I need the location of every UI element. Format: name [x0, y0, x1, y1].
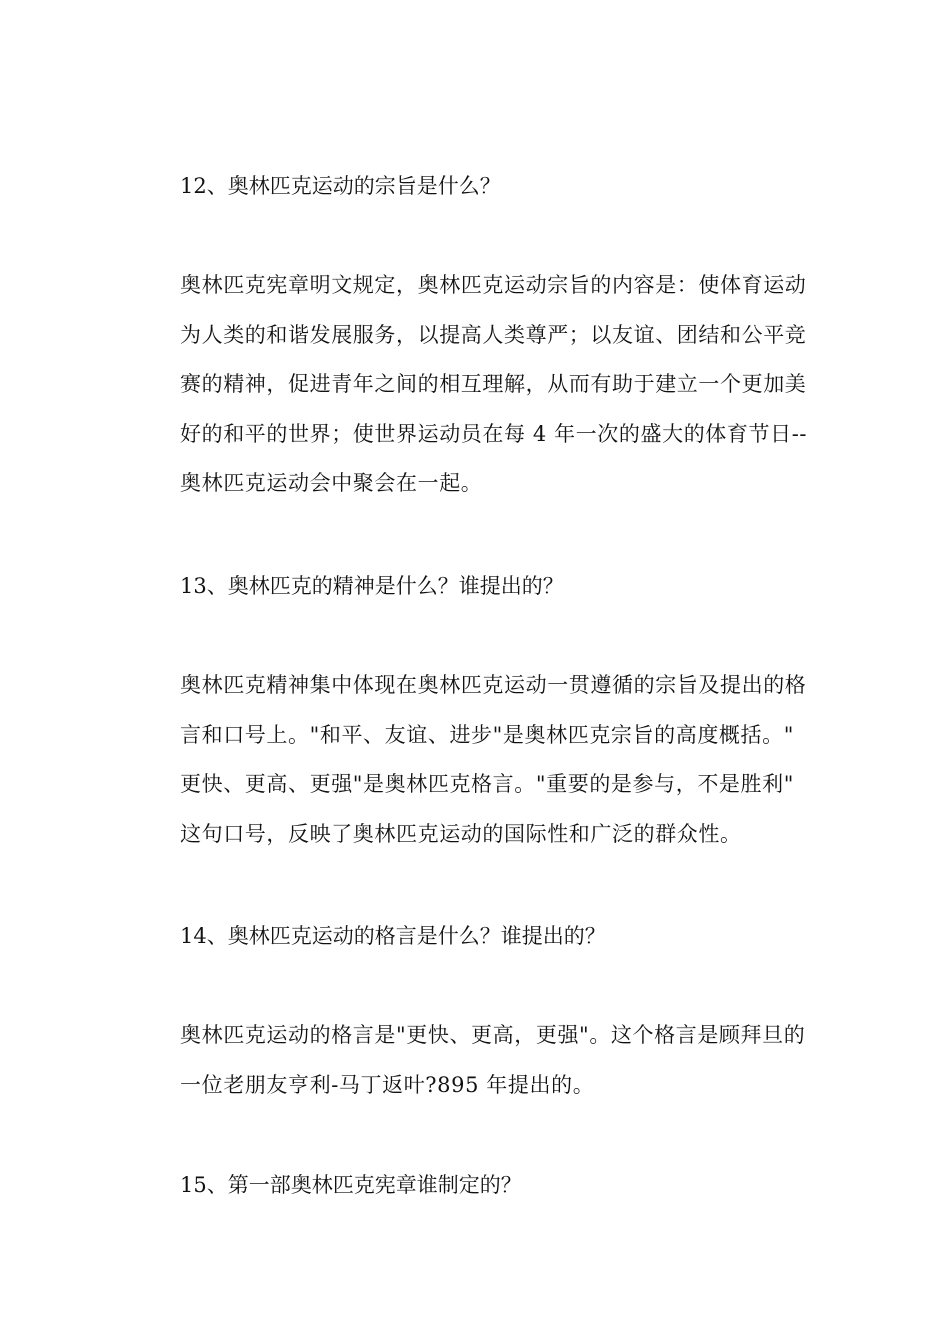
answer-12-line: 赛的精神，促进青年之间的相互理解，从而有助于建立一个更加美 [180, 372, 807, 396]
answer-12-line: 好的和平的世界；使世界运动员在每 4 年一次的盛大的体育节日-- [180, 421, 808, 446]
answer-14-line: 奥林匹克运动的格言是"更快、更高，更强"。这个格言是顾拜旦的 [180, 1023, 806, 1047]
answer-13-line: 言和口号上。"和平、友谊、进步"是奥林匹克宗旨的高度概括。" [180, 722, 794, 747]
question-14-heading: 14、奥林匹克运动的格言是什么？谁提出的？ [180, 924, 606, 948]
answer-13-line: 奥林匹克精神集中体现在奥林匹克运动一贯遵循的宗旨及提出的格 [180, 673, 807, 697]
question-13-heading: 13、奥林匹克的精神是什么？谁提出的？ [180, 574, 564, 598]
answer-12-line: 奥林匹克运动会中聚会在一起。 [180, 471, 483, 495]
question-15-heading: 15、第一部奥林匹克宪章谁制定的？ [180, 1173, 522, 1197]
answer-12-line: 奥林匹克宪章明文规定，奥林匹克运动宗旨的内容是：使体育运动 [180, 273, 807, 297]
question-12-heading: 12、奥林匹克运动的宗旨是什么？ [180, 174, 501, 198]
answer-14-paragraph [180, 1011, 810, 1110]
answer-13-line: 这句口号，反映了奥林匹克运动的国际性和广泛的群众性。 [180, 821, 742, 846]
answer-14-line: 一位老朋友亨利-马丁返叶?895 年提出的。 [180, 1072, 595, 1097]
answer-13-line: 更快、更高、更强"是奥林匹克格言。"重要的是参与，不是胜利" [180, 772, 794, 796]
answer-13-paragraph [180, 661, 810, 859]
answer-12-paragraph [180, 261, 810, 509]
answer-12-line: 为人类的和谐发展服务，以提高人类尊严；以友谊、团结和公平竞 [180, 322, 807, 347]
